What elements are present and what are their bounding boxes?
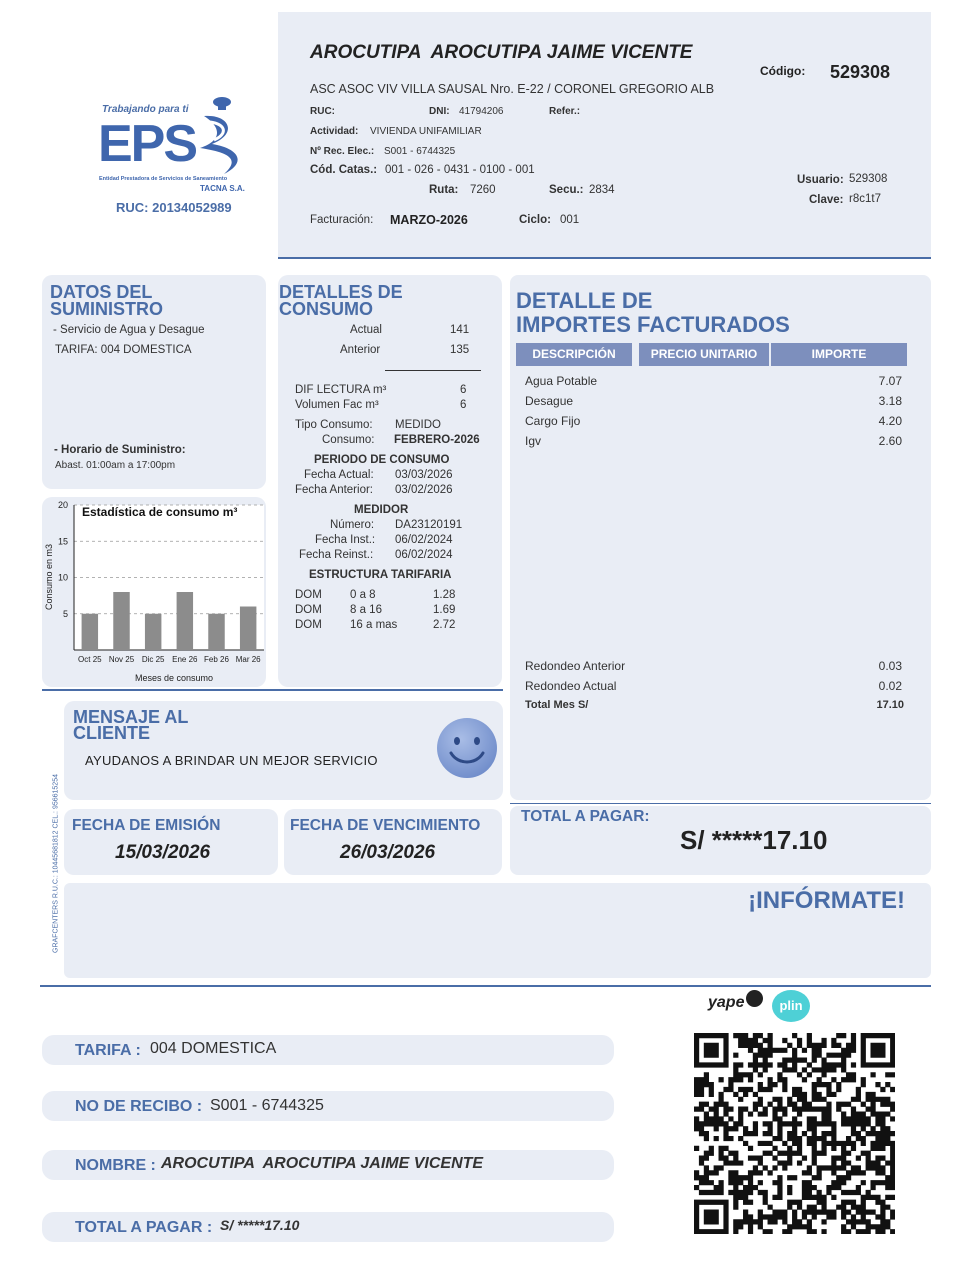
actividad-label: Actividad: [310,126,359,137]
footer-nombre-label: NOMBRE : [75,1157,156,1174]
actual-value: 141 [450,324,470,336]
logo-city: TACNA S.A. [200,184,245,193]
fecha-actual-value: 03/03/2026 [395,469,453,481]
x-axis-label: Meses de consumo [134,673,214,683]
logo-tagline: Trabajando para ti [102,104,189,115]
vencimiento-panel [284,809,502,875]
mensaje-title-2: CLIENTE [73,723,151,743]
periodo-title: PERIODO DE CONSUMO [314,454,450,466]
suministro-title-2: SUMINISTRO [50,299,164,319]
item-importe: 7.07 [878,374,902,388]
printer-side-text: GRAFCENTERS R.U.C.: 10445681812 CEL.: 956615254 [52,774,60,953]
fecha-anterior-value: 03/02/2026 [395,484,453,496]
consumption-chart [42,497,266,687]
tarifa-precio: 1.28 [433,589,456,601]
total-value: S/ *****17.10 [680,825,828,855]
estructura-title: ESTRUCTURA TARIFARIA [309,569,452,581]
qr-code [694,1033,895,1234]
footer-tarifa-value: 004 DOMESTICA [150,1040,277,1057]
yape-coin-icon [746,990,763,1007]
bar [113,592,129,650]
tarifa-tipo: DOM [295,619,322,631]
vencimiento-label: FECHA DE VENCIMIENTO [290,817,481,834]
clave-label: Clave: [809,194,844,206]
ciclo-value: 001 [560,214,580,226]
informate-title: ¡INFÓRMATE! [748,887,905,914]
consumo-title-1: DETALLES DE [279,282,403,302]
importes-title-1: DETALLE DE [516,288,653,313]
footer-nombre-value: AROCUTIPA AROCUTIPA JAIME VICENTE [161,1155,484,1172]
tarifa-rango: 0 a 8 [350,589,376,601]
medidor-title: MEDIDOR [354,504,409,516]
x-tick-label: Nov 25 [108,655,135,664]
bar [177,592,193,650]
refer-label: Refer.: [549,106,581,117]
yape-text: yape [708,994,745,1011]
item-importe: 3.18 [878,394,902,408]
footer-total-label: TOTAL A PAGAR : [75,1219,213,1236]
y-tick-label: 15 [57,536,68,547]
servicio-text: - Servicio de Agua y Desague [53,324,205,336]
anterior-label: Anterior [340,344,381,356]
redondeo-anterior-value: 0.03 [878,659,902,673]
footer-total-value: S/ *****17.10 [220,1217,300,1233]
fecha-inst-label: Fecha Inst.: [315,534,376,546]
item-desc: Agua Potable [525,374,598,388]
dni-value: 41794206 [459,106,504,117]
item-importe: 2.60 [878,434,902,448]
consumo-label: Consumo: [322,434,375,446]
fecha-actual-label: Fecha Actual: [304,469,374,481]
y-tick-label: 5 [62,608,68,619]
eps-logo [96,96,261,216]
item-desc: Desague [525,394,574,408]
volumen-value: 6 [460,399,467,411]
tipo-consumo-value: MEDIDO [395,419,441,431]
bottom-rule [40,985,931,987]
header-panel [278,12,931,258]
total-panel [510,806,931,875]
suministro-panel [42,275,266,489]
header-rule [278,257,931,259]
x-tick-label: Mar 26 [235,655,261,664]
emision-panel [64,809,278,875]
plot-area [74,505,264,650]
redondeo-actual-label: Redondeo Actual [525,679,617,693]
chart-title: Estadística de consumo m³ [82,505,238,519]
x-tick-label: Ene 26 [172,655,198,664]
bar [82,614,98,650]
consumo-value: FEBRERO-2026 [394,434,480,446]
tarifa-tipo: DOM [295,589,322,601]
numero-value: DA23120191 [395,519,463,531]
dif-lectura-label: DIF LECTURA m³ [295,384,387,396]
y-tick-label: 20 [57,500,68,510]
customer-name: AROCUTIPA AROCUTIPA JAIME VICENTE [310,42,693,63]
ciclo-label: Ciclo: [519,214,551,226]
tarifa-precio: 1.69 [433,604,456,616]
horario-value: Abast. 01:00am a 17:00pm [55,460,176,471]
importes-title-2: IMPORTES FACTURADOS [516,312,790,337]
consumo-title-2: CONSUMO [279,299,373,319]
actual-label: Actual [350,324,382,336]
tarifa-text: TARIFA: 004 DOMESTICA [55,344,192,356]
x-tick-label: Oct 25 [78,655,102,664]
smiley-icon [436,717,498,779]
tarifa-tipo: DOM [295,604,322,616]
y-tick-label: 10 [57,572,68,583]
dni-label: DNI: [429,106,450,117]
facturacion-value: MARZO-2026 [390,213,468,227]
ruta-value: 7260 [470,184,496,196]
rec-elec-value: S001 - 6744325 [384,146,456,157]
clave-value: r8c1t7 [849,193,881,205]
ruta-label: Ruta: [429,184,459,196]
usuario-label: Usuario: [797,174,844,186]
codigo-value: 529308 [830,62,891,82]
total-mes-value: 17.10 [876,699,904,711]
qr-modules [694,1033,895,1234]
redondeo-actual-value: 0.02 [878,679,902,693]
tarifa-rango: 8 a 16 [350,604,382,616]
tipo-consumo-label: Tipo Consumo: [295,419,373,431]
dif-lectura-value: 6 [460,384,467,396]
catas-label: Cód. Catas.: [310,164,378,176]
vencimiento-value: 26/03/2026 [340,842,436,863]
fecha-anterior-label: Fecha Anterior: [295,484,373,496]
logo-name: EPS [98,115,197,173]
fecha-reinst-label: Fecha Reinst.: [299,549,374,561]
emision-label: FECHA DE EMISIÓN [72,817,221,834]
logo-ruc: RUC: 20134052989 [116,200,232,215]
informate-panel [64,883,931,978]
usuario-value: 529308 [849,173,888,185]
water-drop-icon [190,96,252,176]
secu-label: Secu.: [549,184,584,196]
ruc-label: RUC: [310,106,335,117]
emision-value: 15/03/2026 [115,842,211,863]
footer-recibo-label: NO DE RECIBO : [75,1098,203,1115]
item-desc: Cargo Fijo [525,414,581,428]
facturacion-label: Facturación: [310,214,374,226]
horario-label: - Horario de Suministro: [54,444,186,456]
volumen-label: Volumen Fac m³ [295,399,379,411]
total-mes-label: Total Mes S/ [525,699,589,711]
address: ASC ASOC VIV VILLA SAUSAL Nro. E-22 / CORONEL GREGORIO ALB [310,82,715,96]
plin-text: plin [779,998,803,1013]
bar [208,614,224,650]
col-header-descripcion: DESCRIPCIÓN [516,343,632,366]
numero-label: Número: [330,519,375,531]
middle-rule [42,689,503,691]
item-importe: 4.20 [878,414,902,428]
mensaje-title-1: MENSAJE AL [73,707,189,727]
col-header-precio: PRECIO UNITARIO [639,343,769,366]
footer-tarifa-label: TARIFA : [75,1042,141,1059]
consumo-panel [278,275,502,687]
fecha-inst-value: 06/02/2024 [395,534,453,546]
bar [240,607,256,651]
actividad-value: VIVIENDA UNIFAMILIAR [370,126,482,137]
bar [145,614,161,650]
redondeo-anterior-label: Redondeo Anterior [525,659,626,673]
subtraction-line [385,370,481,371]
x-tick-label: Dic 25 [141,655,165,664]
y-axis-label: Consumo en m3 [44,543,54,611]
item-desc: Igv [525,434,542,448]
footer-recibo-value: S001 - 6744325 [210,1097,324,1114]
rec-elec-label: Nº Rec. Elec.: [310,146,375,157]
logo-subtitle: Entidad Prestadora de Servicios de Saneamiento [99,176,228,182]
mensaje-text: AYUDANOS A BRINDAR UN MEJOR SERVICIO [85,753,378,768]
anterior-value: 135 [450,344,470,356]
total-label: TOTAL A PAGAR: [521,808,650,825]
suministro-title-1: DATOS DEL [50,282,153,302]
col-header-importe: IMPORTE [771,343,907,366]
x-tick-label: Feb 26 [204,655,229,664]
tarifa-rango: 16 a mas [350,619,398,631]
catas-value: 001 - 026 - 0431 - 0100 - 001 [385,164,535,176]
plin-logo [772,990,810,1022]
secu-value: 2834 [589,184,615,196]
fecha-reinst-value: 06/02/2024 [395,549,453,561]
total-rule [510,803,931,804]
codigo-label: Código: [760,64,806,78]
yape-logo [704,990,764,1020]
mensaje-panel [64,701,503,800]
tarifa-precio: 2.72 [433,619,456,631]
